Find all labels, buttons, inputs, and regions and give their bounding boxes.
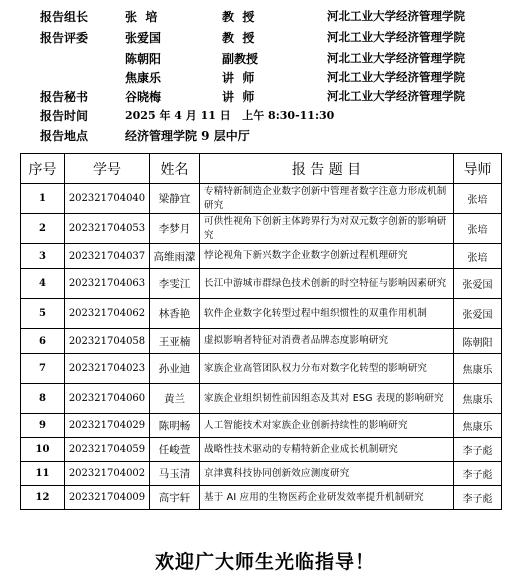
secretary-title: 讲 师 xyxy=(222,90,255,104)
reviewer-org: 河北工业大学经济管理学院 xyxy=(327,70,465,84)
seq-cell: 7 xyxy=(21,354,65,384)
leader-name: 张 培 xyxy=(125,10,158,24)
reviewer-name: 焦康乐 xyxy=(125,71,162,85)
advisor-cell: 陈朝阳 xyxy=(454,329,502,354)
reviewer-title: 副教授 xyxy=(222,52,259,66)
topic-cell: 京津冀科技协同创新效应测度研究 xyxy=(200,462,454,486)
student-name-cell: 黄兰 xyxy=(150,384,200,414)
student-name-cell: 李雯江 xyxy=(150,269,200,299)
topic-cell: 长江中游城市群绿色技术创新的时空特征与影响因素研究 xyxy=(200,269,454,299)
student-name-cell: 李梦月 xyxy=(150,214,200,244)
seq-cell: 10 xyxy=(21,438,65,462)
advisor-cell: 张培 xyxy=(454,244,502,269)
advisor-cell: 张爱国 xyxy=(454,299,502,329)
topic-cell: 悖论视角下新兴数字企业数字创新过程机理研究 xyxy=(200,244,454,269)
leader-org: 河北工业大学经济管理学院 xyxy=(327,9,465,23)
reviewer-title: 讲 师 xyxy=(222,71,255,85)
student-id-cell: 202321704023 xyxy=(65,354,150,384)
report-table xyxy=(20,153,502,510)
secretary-label: 报告秘书 xyxy=(40,90,89,104)
student-id-cell: 202321704029 xyxy=(65,414,150,438)
student-name-cell: 高维雨濛 xyxy=(150,244,200,269)
header-name: 姓名 xyxy=(150,154,200,184)
advisor-cell: 焦康乐 xyxy=(454,354,502,384)
student-name-cell: 高宇轩 xyxy=(150,486,200,510)
time-value: 2025 年 4 月 11 日 上午 8:30-11:30 xyxy=(125,109,335,122)
table-row xyxy=(21,329,502,354)
student-id-cell: 202321704037 xyxy=(65,244,150,269)
header-advisor: 导师 xyxy=(454,154,502,184)
topic-cell: 家族企业高管团队权力分布对数字化转型的影响研究 xyxy=(200,354,454,384)
topic-cell: 专精特新制造企业数字创新中管理者数字注意力形成机制研究 xyxy=(200,184,454,214)
table-row xyxy=(21,184,502,214)
reviewer-name: 张爱国 xyxy=(125,31,162,45)
seq-cell: 1 xyxy=(21,184,65,214)
seq-cell: 3 xyxy=(21,244,65,269)
reviewer-row-2 xyxy=(0,50,530,70)
table-row xyxy=(21,354,502,384)
place-row xyxy=(0,127,530,147)
reviewer-row-3 xyxy=(0,69,530,89)
student-id-cell: 202321704058 xyxy=(65,329,150,354)
seq-cell: 5 xyxy=(21,299,65,329)
leader-label: 报告组长 xyxy=(40,10,89,24)
place-label: 报告地点 xyxy=(40,129,89,143)
topic-cell: 软件企业数字化转型过程中组织惯性的双重作用机制 xyxy=(200,299,454,329)
student-id-cell: 202321704009 xyxy=(65,486,150,510)
header-topic: 报 告 题 目 xyxy=(200,154,454,184)
welcome-footer: 欢迎广大师生光临指导！ xyxy=(154,551,375,573)
table-row xyxy=(21,244,502,269)
reviewers-label: 报告评委 xyxy=(40,31,89,45)
student-id-cell: 202321704060 xyxy=(65,384,150,414)
student-name-cell: 王亚楠 xyxy=(150,329,200,354)
table-row xyxy=(21,414,502,438)
topic-cell: 虚拟影响者特征对消费者品牌态度影响研究 xyxy=(200,329,454,354)
reviewer-row-1 xyxy=(0,29,530,49)
table-row xyxy=(21,438,502,462)
reviewer-title: 教 授 xyxy=(222,31,255,45)
table-row xyxy=(21,214,502,244)
seq-cell: 12 xyxy=(21,486,65,510)
advisor-cell: 李子彪 xyxy=(454,438,502,462)
table-row xyxy=(21,269,502,299)
advisor-cell: 张培 xyxy=(454,214,502,244)
advisor-cell: 焦康乐 xyxy=(454,384,502,414)
secretary-name: 谷晓梅 xyxy=(125,90,162,104)
seq-cell: 6 xyxy=(21,329,65,354)
advisor-cell: 焦康乐 xyxy=(454,414,502,438)
table-row xyxy=(21,486,502,510)
secretary-row xyxy=(0,88,530,108)
table-row xyxy=(21,299,502,329)
header-id: 学号 xyxy=(65,154,150,184)
topic-cell: 家族企业组织韧性前因组态及其对 ESG 表现的影响研究 xyxy=(200,384,454,414)
student-name-cell: 马玉清 xyxy=(150,462,200,486)
student-id-cell: 202321704062 xyxy=(65,299,150,329)
time-row xyxy=(0,107,530,127)
topic-cell: 战略性技术驱动的专精特新企业成长机制研究 xyxy=(200,438,454,462)
advisor-cell: 张爱国 xyxy=(454,269,502,299)
topic-cell: 基于 AI 应用的生物医药企业研发效率提升机制研究 xyxy=(200,486,454,510)
reviewer-org: 河北工业大学经济管理学院 xyxy=(327,51,465,65)
reviewer-org: 河北工业大学经济管理学院 xyxy=(327,30,465,44)
seq-cell: 2 xyxy=(21,214,65,244)
student-id-cell: 202321704002 xyxy=(65,462,150,486)
advisor-cell: 张培 xyxy=(454,184,502,214)
student-name-cell: 林香艳 xyxy=(150,299,200,329)
header-seq: 序号 xyxy=(21,154,65,184)
topic-cell: 可供性视角下创新主体跨界行为对双元数字创新的影响研究 xyxy=(200,214,454,244)
seq-cell: 4 xyxy=(21,269,65,299)
place-value: 经济管理学院 9 层中厅 xyxy=(125,129,250,143)
advisor-cell: 李子彪 xyxy=(454,462,502,486)
student-id-cell: 202321704053 xyxy=(65,214,150,244)
reviewer-name: 陈朝阳 xyxy=(125,52,162,66)
advisor-cell: 李子彪 xyxy=(454,486,502,510)
topic-cell: 人工智能技术对家族企业创新持续性的影响研究 xyxy=(200,414,454,438)
leader-title: 教 授 xyxy=(222,10,255,24)
table-row xyxy=(21,462,502,486)
student-id-cell: 202321704040 xyxy=(65,184,150,214)
seq-cell: 8 xyxy=(21,384,65,414)
time-label: 报告时间 xyxy=(40,109,89,123)
seq-cell: 11 xyxy=(21,462,65,486)
student-name-cell: 孙业迪 xyxy=(150,354,200,384)
student-name-cell: 陈明畅 xyxy=(150,414,200,438)
table-header-row xyxy=(21,154,502,184)
leader-row xyxy=(0,8,530,28)
student-id-cell: 202321704063 xyxy=(65,269,150,299)
student-id-cell: 202321704059 xyxy=(65,438,150,462)
student-name-cell: 梁静宜 xyxy=(150,184,200,214)
secretary-org: 河北工业大学经济管理学院 xyxy=(327,89,465,103)
info-block xyxy=(0,0,530,150)
student-name-cell: 任峻萱 xyxy=(150,438,200,462)
seq-cell: 9 xyxy=(21,414,65,438)
table-row xyxy=(21,384,502,414)
